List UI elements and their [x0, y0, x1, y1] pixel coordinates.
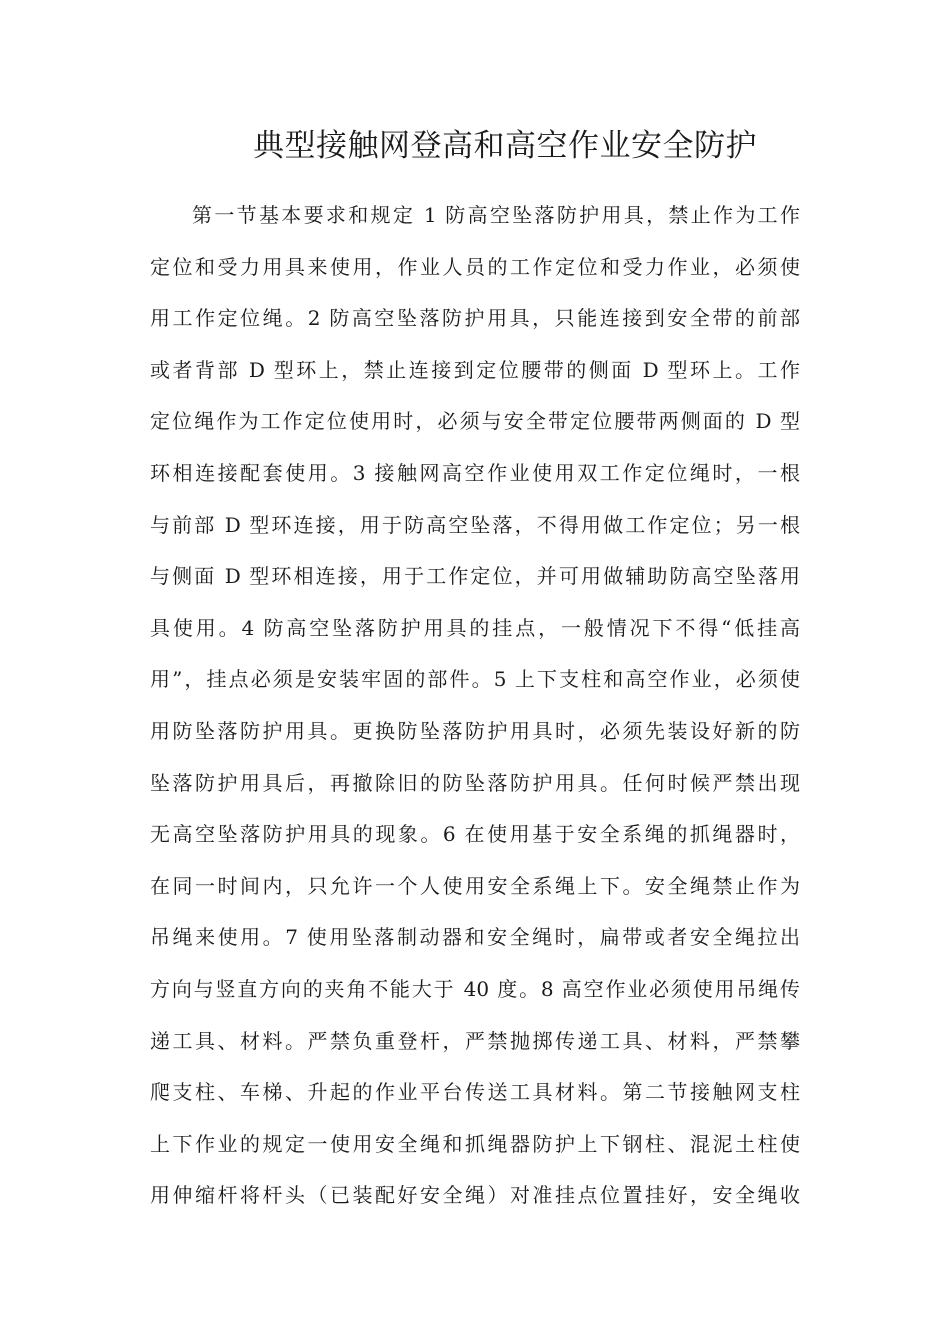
body-line: 爬支柱、车梯、升起的作业平台传送工具材料。第二节接触网支柱	[150, 1080, 800, 1105]
body-line: 递工具、材料。严禁负重登杆，严禁抛掷传递工具、材料，严禁攀	[150, 1028, 800, 1053]
body-line: 坠落防护用具后，再撤除旧的防坠落防护用具。任何时候严禁出现	[150, 770, 800, 795]
document-body	[150, 200, 800, 1232]
body-line: 方向与竖直方向的夹角不能大于 40 度。8 高空作业必须使用吊绳传	[150, 976, 800, 1001]
body-line: 在同一时间内，只允许一个人使用安全系绳上下。安全绳禁止作为	[150, 873, 800, 898]
body-line: 环相连接配套使用。3 接触网高空作业使用双工作定位绳时，一根	[150, 460, 800, 485]
body-line: 或者背部 D 型环上，禁止连接到定位腰带的侧面 D 型环上。工作	[150, 357, 800, 382]
body-line: 吊绳来使用。7 使用坠落制动器和安全绳时，扁带或者安全绳拉出	[150, 925, 800, 950]
body-line: 与前部 D 型环连接，用于防高空坠落，不得用做工作定位；另一根	[150, 512, 800, 537]
body-line: 用工作定位绳。2 防高空坠落防护用具，只能连接到安全带的前部	[150, 306, 800, 331]
body-line: 用伸缩杆将杆头（已装配好安全绳）对准挂点位置挂好，安全绳收	[150, 1183, 800, 1208]
body-line: 定位和受力用具来使用，作业人员的工作定位和受力作业，必须使	[150, 254, 800, 279]
body-line: 与侧面 D 型环相连接，用于工作定位，并可用做辅助防高空坠落用	[150, 564, 800, 589]
body-line: 用”，挂点必须是安装牢固的部件。5 上下支柱和高空作业，必须使	[150, 667, 800, 692]
body-line: 具使用。4 防高空坠落防护用具的挂点，一般情况下不得“低挂高	[150, 615, 800, 640]
body-line: 定位绳作为工作定位使用时，必须与安全带定位腰带两侧面的 D 型	[150, 409, 800, 434]
body-line: 第一节基本要求和规定 1 防高空坠落防护用具，禁止作为工作	[192, 203, 800, 227]
document-title: 典型接触网登高和高空作业安全防护	[253, 128, 757, 164]
body-line: 用防坠落防护用具。更换防坠落防护用具时，必须先装设好新的防	[150, 718, 800, 743]
body-line: 无高空坠落防护用具的现象。6 在使用基于安全系绳的抓绳器时，	[150, 822, 800, 847]
body-line: 上下作业的规定一使用安全绳和抓绳器防护上下钢柱、混泥土柱使	[150, 1131, 800, 1156]
